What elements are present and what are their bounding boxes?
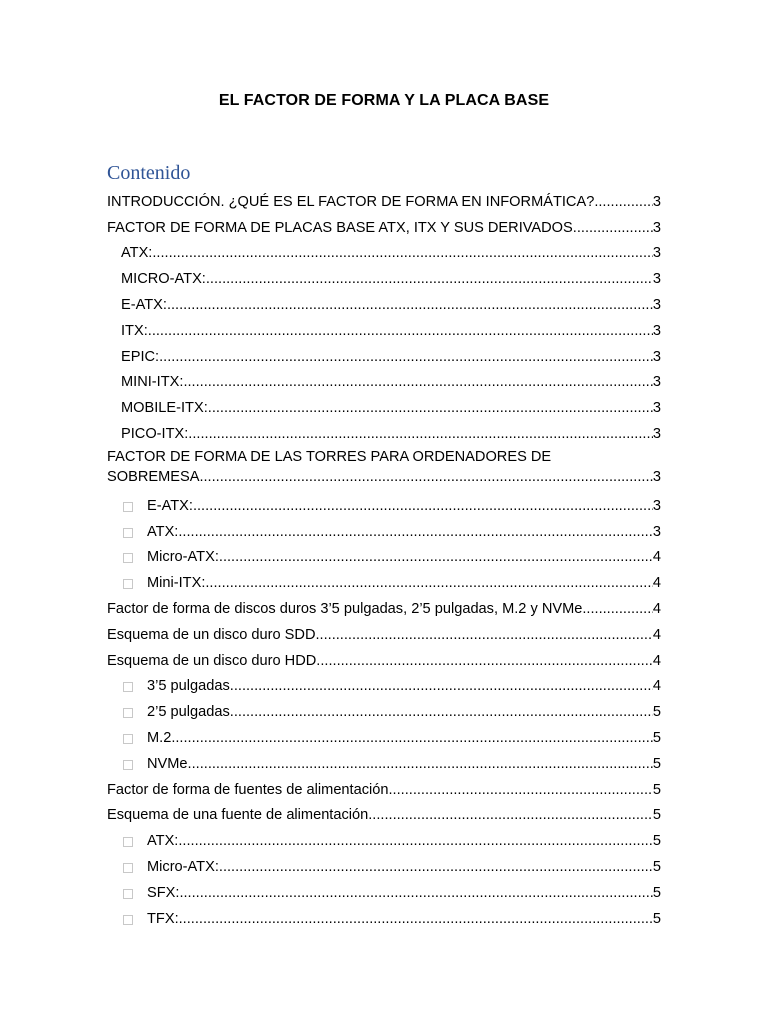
bullet-box-icon bbox=[123, 708, 133, 718]
toc-entry[interactable] bbox=[107, 721, 661, 747]
toc-entry-label: ATX: bbox=[147, 523, 179, 540]
toc-entry[interactable] bbox=[107, 799, 661, 825]
toc-entry-label: ITX: bbox=[121, 322, 148, 339]
toc-page-number: 3 bbox=[652, 425, 661, 442]
toc-entry-label: NVMe bbox=[147, 755, 188, 772]
toc-page-number: 3 bbox=[652, 245, 661, 262]
toc-entry-label-continued: SOBREMESA bbox=[107, 468, 200, 485]
toc-leader bbox=[316, 652, 653, 670]
bullet-box-icon bbox=[123, 528, 133, 538]
toc-entry[interactable] bbox=[107, 489, 661, 515]
toc-page-number: 5 bbox=[652, 910, 661, 927]
bullet-box-icon bbox=[123, 889, 133, 899]
bullet-box-icon bbox=[123, 837, 133, 847]
toc-entry[interactable] bbox=[107, 340, 661, 366]
toc-heading: Contenido bbox=[107, 162, 191, 184]
toc-entry[interactable] bbox=[107, 644, 661, 670]
toc-entry-label: SFX: bbox=[147, 884, 180, 901]
toc-entry[interactable] bbox=[107, 541, 661, 567]
toc-entry[interactable] bbox=[107, 443, 661, 489]
toc-entry-label: E-ATX: bbox=[147, 497, 193, 514]
toc-entry[interactable] bbox=[107, 391, 661, 417]
toc-page-number: 3 bbox=[652, 193, 661, 210]
toc-entry-label: 3’5 pulgadas bbox=[147, 678, 230, 695]
toc-page-number: 5 bbox=[652, 755, 661, 772]
toc-entry[interactable] bbox=[107, 695, 661, 721]
toc-page-number: 4 bbox=[652, 652, 661, 669]
toc-leader bbox=[178, 832, 653, 850]
toc-page-number: 3 bbox=[652, 523, 661, 540]
toc-page-number: 4 bbox=[652, 678, 661, 695]
toc-entry[interactable] bbox=[107, 566, 661, 592]
toc-entry-label: Esquema de un disco duro SDD bbox=[107, 626, 316, 643]
toc-entry[interactable] bbox=[107, 618, 661, 644]
toc-leader bbox=[159, 348, 653, 366]
toc-entry-label: FACTOR DE FORMA DE PLACAS BASE ATX, ITX Y SUS DERIVADOS bbox=[107, 219, 573, 236]
toc-entry-label: Mini-ITX: bbox=[147, 575, 206, 592]
toc-entry[interactable] bbox=[107, 314, 661, 340]
toc-leader bbox=[208, 399, 653, 417]
toc-leader bbox=[179, 884, 652, 902]
toc-leader bbox=[148, 322, 653, 340]
bullet-box-icon bbox=[123, 682, 133, 692]
bullet-box-icon bbox=[123, 502, 133, 512]
toc-entry-label: PICO-ITX: bbox=[121, 425, 189, 442]
toc-page-number: 5 bbox=[652, 729, 661, 746]
toc-leader bbox=[179, 910, 653, 928]
toc-leader bbox=[171, 729, 653, 747]
bullet-box-icon bbox=[123, 579, 133, 589]
toc-leader bbox=[230, 703, 653, 721]
toc-leader bbox=[219, 548, 653, 566]
toc-leader bbox=[193, 497, 653, 515]
toc-page-number: 3 bbox=[652, 400, 661, 417]
toc-page-number: 5 bbox=[652, 807, 661, 824]
toc-leader bbox=[199, 468, 652, 486]
bullet-box-icon bbox=[123, 915, 133, 925]
toc-entry[interactable] bbox=[107, 417, 661, 443]
toc-entry-label: MOBILE-ITX: bbox=[121, 400, 208, 417]
toc-entry-label: 2’5 pulgadas bbox=[147, 704, 230, 721]
toc-leader bbox=[389, 781, 653, 799]
toc-page-number: 4 bbox=[652, 600, 661, 617]
toc-page-number: 3 bbox=[652, 374, 661, 391]
toc-leader bbox=[167, 296, 653, 314]
toc-entry[interactable] bbox=[107, 592, 661, 618]
toc-entry-label: Factor de forma de discos duros 3’5 pulgadas, 2’5 pulgadas, M.2 y NVMe bbox=[107, 600, 583, 617]
bullet-box-icon bbox=[123, 863, 133, 873]
toc-leader bbox=[205, 574, 653, 592]
toc-page-number: 3 bbox=[652, 348, 661, 365]
toc-leader bbox=[573, 219, 653, 237]
toc-entry-label: Esquema de una fuente de alimentación bbox=[107, 807, 369, 824]
bullet-box-icon bbox=[123, 553, 133, 563]
toc-page-number: 5 bbox=[652, 781, 661, 798]
toc-entry-label: Micro-ATX: bbox=[147, 549, 219, 566]
toc-entry-label: MICRO-ATX: bbox=[121, 271, 206, 288]
toc-entry[interactable] bbox=[107, 670, 661, 696]
toc-entry[interactable] bbox=[107, 824, 661, 850]
toc-entry-label: ATX: bbox=[121, 245, 153, 262]
bullet-box-icon bbox=[123, 760, 133, 770]
toc-page-number: 5 bbox=[652, 858, 661, 875]
toc-entry-label: M.2 bbox=[147, 729, 172, 746]
toc-page-number: 4 bbox=[652, 626, 661, 643]
document-title: EL FACTOR DE FORMA Y LA PLACA BASE bbox=[218, 92, 550, 109]
toc-page-number: 3 bbox=[652, 219, 661, 236]
toc-leader bbox=[219, 858, 653, 876]
toc-entry[interactable] bbox=[107, 747, 661, 773]
toc-leader bbox=[230, 677, 653, 695]
toc-entry-label: EPIC: bbox=[121, 348, 160, 365]
toc-entry-label: Micro-ATX: bbox=[147, 858, 219, 875]
toc-entry[interactable] bbox=[107, 211, 661, 237]
toc-page-number: 5 bbox=[652, 704, 661, 721]
toc-page-number: 4 bbox=[652, 549, 661, 566]
toc-page-number: 3 bbox=[652, 271, 661, 288]
toc-entry[interactable] bbox=[107, 262, 661, 288]
toc-entry-label: MINI-ITX: bbox=[121, 374, 184, 391]
toc-page-number: 3 bbox=[652, 296, 661, 313]
toc-page-number: 4 bbox=[652, 575, 661, 592]
toc-page-number: 5 bbox=[652, 884, 661, 901]
toc-entry[interactable] bbox=[107, 366, 661, 392]
toc-entry-label: ATX: bbox=[147, 833, 179, 850]
toc-entry-label: Factor de forma de fuentes de alimentación bbox=[107, 781, 389, 798]
toc-entry-label: INTRODUCCIÓN. ¿QUÉ ES EL FACTOR DE FORMA EN INFORMÁTICA? bbox=[107, 193, 595, 210]
toc-entry[interactable] bbox=[107, 288, 661, 314]
toc-leader bbox=[178, 523, 653, 541]
toc-entry-label: E-ATX: bbox=[121, 296, 167, 313]
toc-leader bbox=[183, 373, 652, 391]
bullet-box-icon bbox=[123, 734, 133, 744]
toc-entry-label: Esquema de un disco duro HDD bbox=[107, 652, 317, 669]
toc-leader bbox=[594, 193, 653, 211]
toc-leader bbox=[152, 244, 653, 262]
toc-entry[interactable] bbox=[107, 185, 661, 211]
toc-leader bbox=[188, 425, 653, 443]
toc-entry-label: TFX: bbox=[147, 910, 179, 927]
toc-page-number: 5 bbox=[652, 833, 661, 850]
toc-page-number: 3 bbox=[652, 468, 661, 485]
table-of-contents bbox=[107, 185, 661, 928]
toc-page-number: 3 bbox=[652, 497, 661, 514]
toc-entry[interactable] bbox=[107, 237, 661, 263]
toc-entry-label: FACTOR DE FORMA DE LAS TORRES PARA ORDENADORES DE bbox=[107, 448, 552, 465]
toc-leader bbox=[315, 626, 652, 644]
toc-leader bbox=[582, 600, 653, 618]
toc-page-number: 3 bbox=[652, 322, 661, 339]
toc-entry[interactable] bbox=[107, 773, 661, 799]
toc-leader bbox=[188, 755, 653, 773]
toc-leader bbox=[206, 270, 653, 288]
toc-entry[interactable] bbox=[107, 902, 661, 928]
toc-entry[interactable] bbox=[107, 876, 661, 902]
toc-leader bbox=[368, 806, 653, 824]
toc-entry[interactable] bbox=[107, 515, 661, 541]
toc-entry[interactable] bbox=[107, 850, 661, 876]
